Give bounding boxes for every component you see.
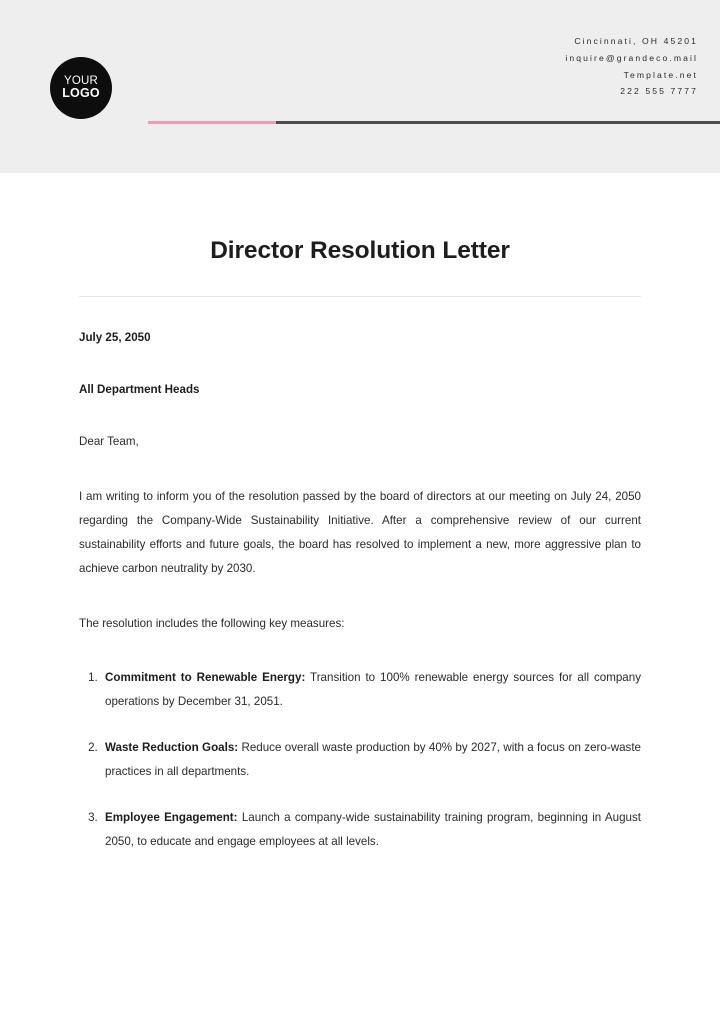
measure-text: Transition to 100% renewable energy sources for all company operations by December 31, 2051. (105, 670, 641, 708)
contact-phone: 222 555 7777 (620, 86, 698, 97)
page-title: Director Resolution Letter (210, 237, 510, 264)
letter-paragraph: I am writing to inform you of the resolution passed by the board of directors at our meeting on July 24, 2050 regarding the Company-Wide Sustainability Initiative. After a comprehensive review of our current sustainability efforts and future goals, the board has resolved to implement a new, more aggressive plan to achieve carbon neutrality by 2030. (79, 490, 641, 576)
logo-text-logo: LOGO (62, 86, 100, 101)
measure-text: Reduce overall waste production by 40% by 2027, with a focus on zero-waste practices in all departments. (105, 740, 642, 778)
list-item (101, 806, 641, 854)
letter-salutation: Dear Team, (79, 435, 139, 448)
list-item (101, 736, 641, 784)
contact-email: inquire@grandeco.mail (565, 52, 698, 63)
measures-lead-in: The resolution includes the following key measures: (79, 617, 345, 631)
measure-text: Launch a company-wide sustainability training program, beginning in August 2050, to educate and engage employees at all levels. (105, 810, 641, 849)
header-rule-accent-segment (148, 121, 276, 124)
measure-label: Employee Engagement: (105, 810, 238, 824)
header-rule-dark-segment (276, 121, 720, 124)
letterhead-header (0, 0, 720, 173)
title-divider (79, 296, 641, 297)
contact-address: Cincinnati, OH 45201 (574, 36, 698, 46)
measure-label: Commitment to Renewable Energy: (105, 670, 306, 684)
logo-text-your: YOUR (63, 75, 99, 88)
key-measures-list (79, 666, 641, 855)
logo-badge (50, 57, 112, 119)
measure-label: Waste Reduction Goals: (105, 740, 239, 754)
letter-recipient: All Department Heads (79, 383, 200, 396)
list-item (101, 666, 641, 714)
letter-body (0, 173, 720, 854)
letter-date: July 25, 2050 (79, 331, 151, 344)
contact-block (565, 33, 698, 100)
header-divider-rule (148, 121, 720, 124)
contact-website: Template.net (623, 69, 698, 80)
